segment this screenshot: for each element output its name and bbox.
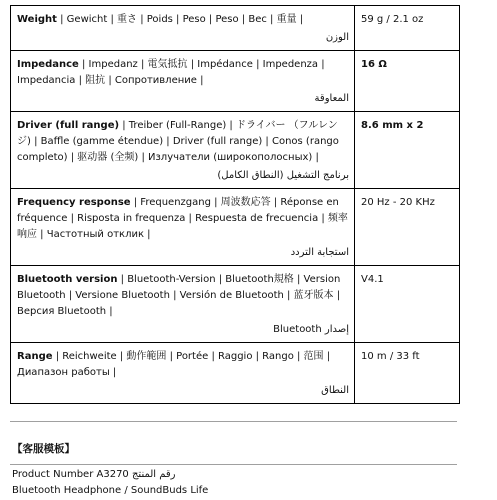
spec-label-en: Range <box>17 351 53 362</box>
spec-label-arabic: الوزن <box>325 32 349 43</box>
spec-label <box>17 12 349 28</box>
spec-value: 16 Ω <box>361 59 387 70</box>
product-number: Product Number A3270 رقم المنتج <box>12 469 176 480</box>
spec-label-cell <box>11 266 355 343</box>
spec-label-translations: | Reichweite | 動作範囲 | Portée | Raggio | Rango | 范围 | Диапазон работы | <box>17 351 331 378</box>
divider-top <box>10 421 457 422</box>
spec-label <box>17 118 349 166</box>
spec-label <box>17 272 349 320</box>
spec-label-en: Bluetooth version <box>17 274 118 285</box>
spec-value-cell <box>355 266 460 343</box>
spec-label-translations: | Frequenzgang | 周波数応答 | Réponse en fréquence | Risposta in frequenza | Respuesta de frecuencia | 频率响应 | Частотный отклик | <box>17 197 348 240</box>
spec-value-cell <box>355 343 460 404</box>
spec-label-arabic: المعاوقة <box>314 93 349 104</box>
spec-label-translations: | Bluetooth-Version | Bluetooth規格 | Version Bluetooth | Versione Bluetooth | Versión de Bluetooth | 蓝牙版本 | Версия Bluetooth | <box>17 274 341 317</box>
spec-value-cell <box>355 51 460 112</box>
spec-row <box>11 51 460 112</box>
spec-value-cell <box>355 189 460 266</box>
spec-label-cell <box>11 51 355 112</box>
service-template-title: 【客服模板】 <box>12 443 75 455</box>
spec-value: 10 m / 33 ft <box>361 351 420 362</box>
spec-value: 59 g / 2.1 oz <box>361 14 424 25</box>
divider-bottom <box>10 464 457 465</box>
spec-value-cell <box>355 6 460 51</box>
spec-row <box>11 266 460 343</box>
spec-row <box>11 189 460 266</box>
spec-table-body <box>11 6 460 404</box>
spec-label <box>17 195 349 243</box>
spec-row <box>11 6 460 51</box>
spec-label-cell <box>11 343 355 404</box>
spec-label-translations: | Treiber (Full-Range) | ドライバー （フルレンジ) | Baffle (gamme étendue) | Driver (full range) | Conos (rango completo) | 驱动器 (全频) | Излучатели (широкополосных) | <box>17 120 339 163</box>
spec-label-translations: | Impedanz | 電気抵抗 | Impédance | Impedenza | Impedancia | 阻抗 | Сопротивление | <box>17 59 325 86</box>
spec-label-arabic: برنامج التشغيل (النطاق الكامل) <box>217 170 349 181</box>
spec-label-arabic: استجابة التردد <box>290 247 349 258</box>
spec-label <box>17 57 349 89</box>
spec-row <box>11 343 460 404</box>
spec-value: V4.1 <box>361 274 384 285</box>
product-name: Bluetooth Headphone / SoundBuds Life <box>12 485 209 496</box>
spec-table <box>10 5 460 404</box>
spec-label <box>17 349 349 381</box>
spec-label-cell <box>11 112 355 189</box>
spec-value: 20 Hz - 20 KHz <box>361 197 435 208</box>
spec-label-en: Impedance <box>17 59 79 70</box>
spec-label-arabic: النطاق <box>321 385 349 396</box>
spec-label-en: Frequency response <box>17 197 131 208</box>
spec-label-cell <box>11 189 355 266</box>
spec-label-en: Weight <box>17 14 57 25</box>
spec-label-arabic: إصدار Bluetooth <box>273 324 349 335</box>
spec-label-translations: | Gewicht | 重さ | Poids | Peso | Peso | Bec | 重量 | <box>56 14 304 25</box>
spec-value-cell <box>355 112 460 189</box>
spec-row <box>11 112 460 189</box>
spec-value: 8.6 mm x 2 <box>361 120 424 131</box>
spec-label-en: Driver (full range) <box>17 120 120 131</box>
spec-label-cell <box>11 6 355 51</box>
